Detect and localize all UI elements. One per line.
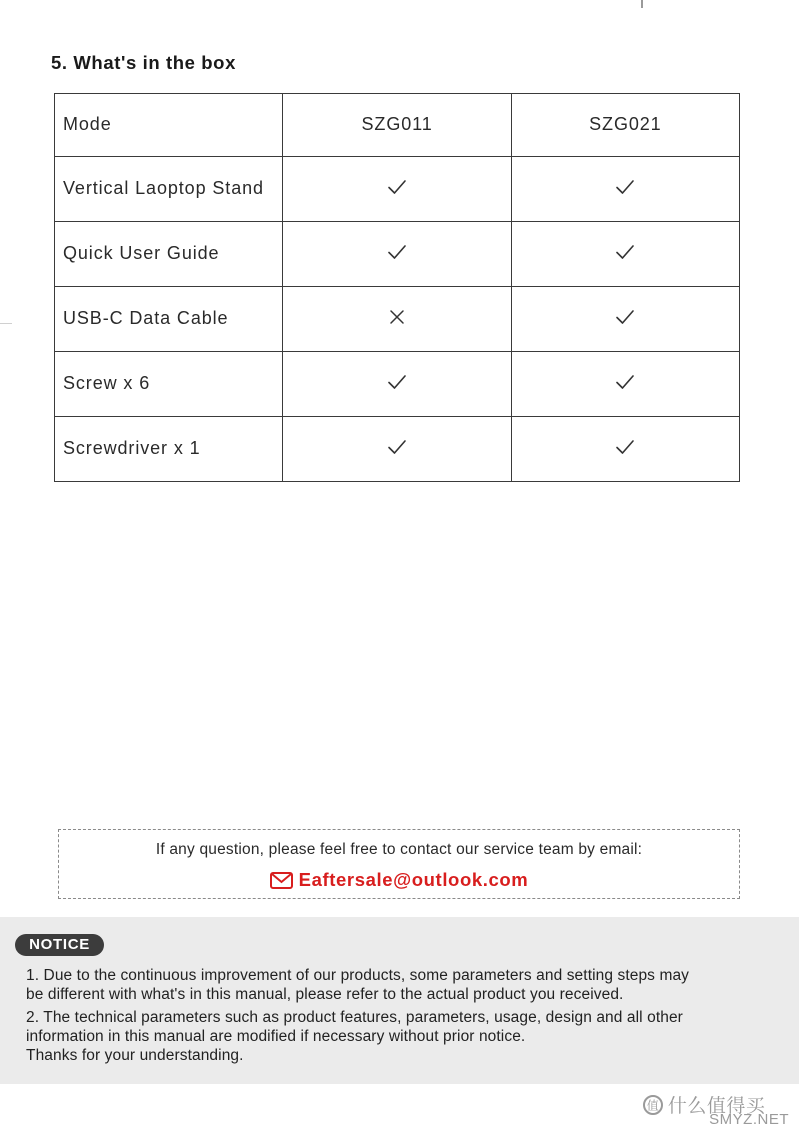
table-row bbox=[55, 416, 740, 481]
check-icon bbox=[615, 244, 635, 265]
check-icon bbox=[615, 309, 635, 330]
check-icon bbox=[615, 439, 635, 460]
header-col2-cell: SZG021 bbox=[511, 94, 739, 157]
notice-item-1-line-2: be different with what's in this manual, please refer to the actual product you received. bbox=[26, 986, 624, 1003]
scan-mark bbox=[0, 323, 12, 324]
col2-cell bbox=[511, 156, 739, 221]
crop-mark bbox=[641, 0, 643, 8]
notice-text bbox=[26, 966, 796, 1065]
notice-item-2-line-2: information in this manual are modified if necessary without prior notice. bbox=[26, 1028, 526, 1045]
notice-item-2-line-1: 2. The technical parameters such as product features, parameters, usage, design and all other bbox=[26, 1009, 683, 1026]
col1-cell bbox=[283, 286, 511, 351]
check-icon bbox=[387, 244, 407, 265]
check-icon bbox=[387, 374, 407, 395]
col1-cell bbox=[283, 221, 511, 286]
col2-cell bbox=[511, 221, 739, 286]
email-link[interactable]: Eaftersale@outlook.com bbox=[298, 869, 529, 890]
svg-text:值: 值 bbox=[646, 1098, 660, 1113]
header-mode-cell: Mode bbox=[55, 94, 283, 157]
col2-cell bbox=[511, 286, 739, 351]
table-row bbox=[55, 351, 740, 416]
contact-box bbox=[58, 829, 740, 899]
col1-cell bbox=[283, 351, 511, 416]
check-icon bbox=[615, 374, 635, 395]
email-row bbox=[59, 869, 739, 891]
watermark-text: 什么值得买 bbox=[667, 1096, 766, 1117]
item-label: Screwdriver x 1 bbox=[55, 416, 283, 481]
item-label: USB-C Data Cable bbox=[55, 286, 283, 351]
table-header-row bbox=[55, 94, 740, 157]
table-row bbox=[55, 286, 740, 351]
table-row bbox=[55, 156, 740, 221]
header-col1-cell: SZG011 bbox=[283, 94, 511, 157]
col2-cell bbox=[511, 351, 739, 416]
cross-icon bbox=[389, 309, 405, 330]
notice-badge: NOTICE bbox=[15, 934, 104, 956]
item-label: Quick User Guide bbox=[55, 221, 283, 286]
box-contents-table bbox=[54, 93, 740, 482]
watermark bbox=[642, 1091, 789, 1128]
watermark-site: SMYZ.NET bbox=[709, 1111, 789, 1128]
envelope-icon bbox=[270, 872, 293, 889]
item-label: Screw x 6 bbox=[55, 351, 283, 416]
table-row bbox=[55, 221, 740, 286]
notice-item-1 bbox=[26, 966, 796, 1004]
notice-section bbox=[0, 917, 799, 1084]
col1-cell bbox=[283, 156, 511, 221]
check-icon bbox=[387, 179, 407, 200]
col1-cell bbox=[283, 416, 511, 481]
item-label: Vertical Laoptop Stand bbox=[55, 156, 283, 221]
notice-item-1-line-1: 1. Due to the continuous improvement of our products, some parameters and setting steps may bbox=[26, 967, 690, 984]
check-icon bbox=[615, 179, 635, 200]
col2-cell bbox=[511, 416, 739, 481]
notice-thanks: Thanks for your understanding. bbox=[26, 1047, 244, 1064]
contact-line: If any question, please feel free to contact our service team by email: bbox=[155, 841, 643, 858]
notice-item-2 bbox=[26, 1008, 796, 1065]
watermark-logo-icon bbox=[642, 1094, 664, 1116]
check-icon bbox=[387, 439, 407, 460]
section-title: 5. What's in the box bbox=[51, 52, 236, 73]
